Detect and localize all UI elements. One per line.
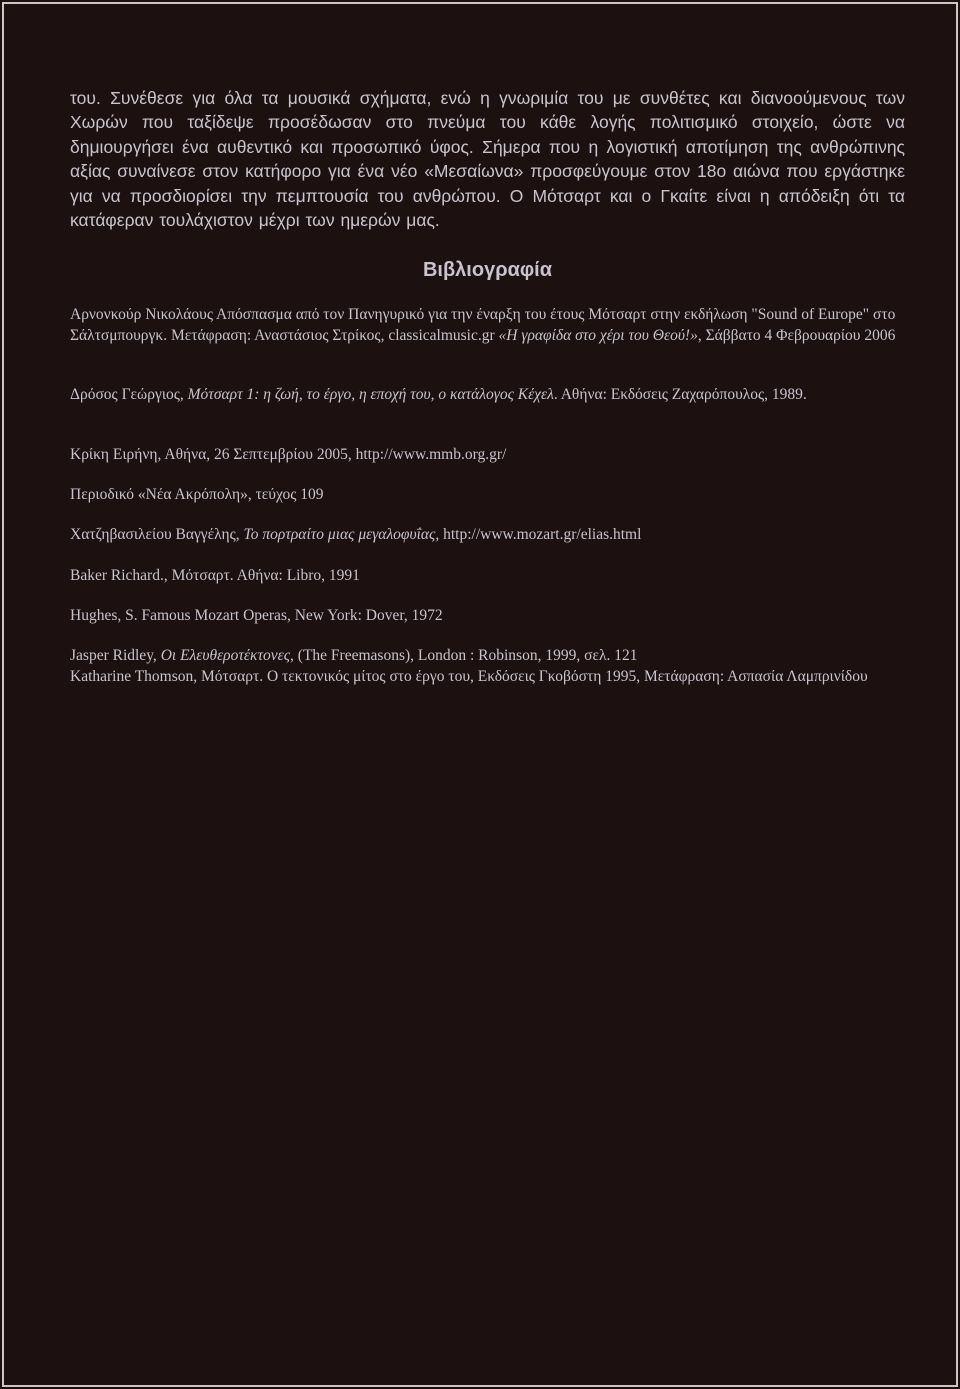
reference-chatzivasileiou: Χατζηβασιλείου Βαγγέλης, Το πορτραίτο μιας μεγαλοφυΐας, http://www.mozart.gr/elias.html bbox=[70, 526, 642, 543]
reference-kriki: Κρίκη Ειρήνη, Αθήνα, 26 Σεπτεμβρίου 2005, http://www.mmb.org.gr/ bbox=[70, 446, 507, 463]
reference-thomson: Katharine Thomson, Μότσαρτ. Ο τεκτονικός μίτος στο έργο του, Εκδόσεις Γκοβόστη 1995, Μετάφραση: Ασπασία Λαμπρινίδου bbox=[70, 668, 868, 685]
body-paragraph: του. Συνέθεσε για όλα τα μουσικά σχήματα, ενώ η γνωριμία του με συνθέτες και διανοούμενους των Χωρών που ταξίδεψε προσέδωσαν στο πνεύμα του κάθε λογής πολιτισμικό στοιχείο, ώστε να δημιουργήσει ένα αυθεντικό και προσωπικό ύφος. Σήμερα που η λογιστική αποτίμηση της ανθρώπινης αξίας συναίνεσε στον κατήφορο για ένα νέο «Μεσαίωνα» προσφεύγουμε στον 18ο αιώνα που εργάστηκε για να προσδιορίσει την πεμπτουσία του ανθρώπου. Ο Μότσαρτ και ο Γκαίτε είναι η απόδειξη ότι τα κατάφεραν τουλάχιστον μέχρι των ημερών μας. bbox=[70, 88, 905, 231]
reference-nea-akropoli: Περιοδικό «Νέα Ακρόπολη», τεύχος 109 bbox=[70, 486, 324, 503]
document-content bbox=[70, 86, 905, 685]
reference-harnoncourt: Αρνονκούρ Νικολάους Απόσπασμα από τον Πανηγυρικό για την έναρξη του έτους Μότσαρτ στην εκδήλωση "Sound of Europe" στο Σάλτσμπουργκ. Μετάφραση: Αναστάσιος Στρίκος, classicalmusic.gr «Η γραφίδα στο χέρι του Θεού!», Σάββατο 4 Φεβρουαρίου 2006 bbox=[70, 306, 896, 344]
reference-drosos: Δρόσος Γεώργιος, Μότσαρτ 1: η ζωή, το έργο, η εποχή του, ο κατάλογος Κέχελ. Αθήνα: Εκδόσεις Ζαχαρόπουλος, 1989. bbox=[70, 386, 807, 403]
reference-ridley: Jasper Ridley, Οι Ελευθεροτέκτονες, (The Freemasons), London : Robinson, 1999, σελ. 121 bbox=[70, 647, 638, 664]
reference-baker: Baker Richard., Μότσαρτ. Αθήνα: Libro, 1991 bbox=[70, 567, 360, 584]
reference-hughes: Hughes, S. Famous Mozart Operas, New York: Dover, 1972 bbox=[70, 607, 443, 624]
bibliography-heading: Βιβλιογραφία bbox=[422, 259, 553, 281]
